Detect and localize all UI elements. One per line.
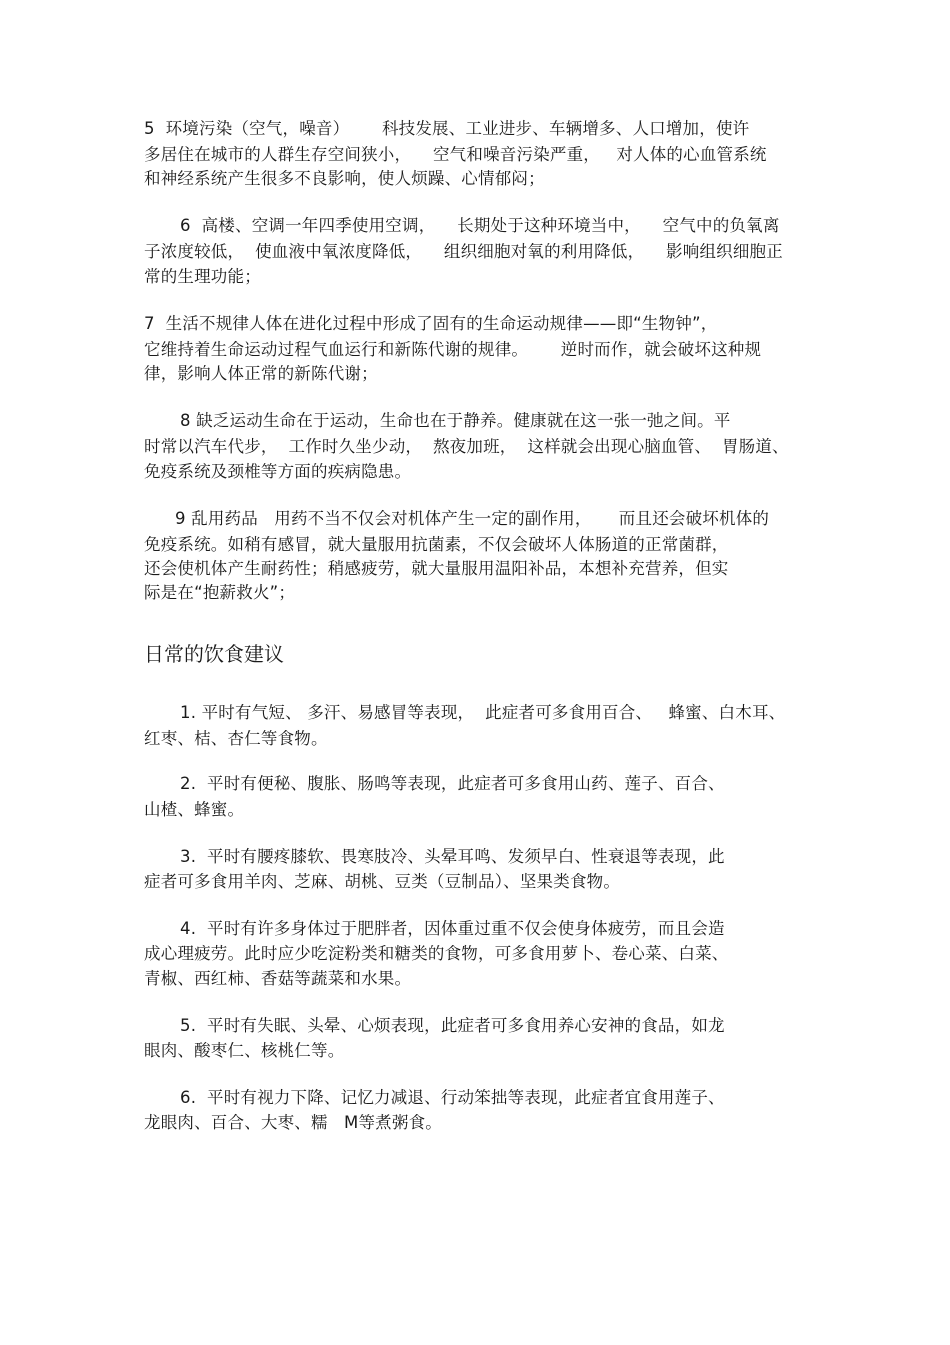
diet-item-2-line-2: 山楂、蜂蜜。: [144, 800, 245, 819]
paragraph-9-line-2: 免疫系统。如稍有感冒，就大量服用抗菌素，不仅会破坏人体肠道的正常菌群，: [144, 535, 729, 554]
diet-item-6-line-2: 龙眼肉、百合、大枣、糯 M等煮粥食。: [144, 1113, 442, 1132]
diet-item-3-line-2: 症者可多食用羊肉、芝麻、胡桃、豆类（豆制品）、坚果类食物。: [144, 872, 621, 891]
paragraph-6-line-1: 6 高楼、空调一年四季使用空调， 长期处于这种环境当中， 空气中的负氧离: [180, 216, 780, 235]
diet-item-5-line-2: 眼肉、酸枣仁、核桃仁等。: [144, 1041, 345, 1060]
diet-item-4-line-1: 4. 平时有许多身体过于肥胖者，因体重过重不仅会使身体疲劳，而且会造: [180, 919, 725, 938]
diet-item-5-line-1: 5. 平时有失眠、头晕、心烦表现，此症者可多食用养心安神的食品，如龙: [180, 1016, 725, 1035]
paragraph-6-line-3: 常的生理功能；: [144, 267, 261, 286]
paragraph-5-line-1: 5 环境污染（空气，噪音） 科技发展、工业进步、车辆增多、人口增加，使许: [144, 119, 750, 138]
diet-item-3-line-1: 3. 平时有腰疼膝软、畏寒肢冷、头晕耳鸣、发须早白、性衰退等表现，此: [180, 847, 725, 866]
diet-item-1-line-1: 1. 平时有气短、 多汗、易感冒等表现， 此症者可多食用百合、 蜂蜜、白木耳、: [180, 703, 786, 722]
paragraph-8-line-1: 8 缺乏运动生命在于运动，生命也在于静养。健康就在这一张一弛之间。平: [180, 411, 731, 430]
diet-item-6-line-1: 6. 平时有视力下降、记忆力减退、行动笨拙等表现，此症者宜食用莲子、: [180, 1088, 725, 1107]
diet-item-4-line-3: 青椒、西红柿、香菇等蔬菜和水果。: [144, 969, 412, 988]
paragraph-6-line-2: 子浓度较低， 使血液中氧浓度降低， 组织细胞对氧的利用降低， 影响组织细胞正: [144, 242, 783, 261]
paragraph-7-line-2: 它维持着生命运动过程气血运行和新陈代谢的规律。 逆时而作，就会破坏这种规: [144, 340, 762, 359]
paragraph-8-line-2: 时常以汽车代步， 工作时久坐少动， 熬夜加班， 这样就会出现心脑血管、 胃肠道、: [144, 437, 789, 456]
paragraph-5-line-2: 多居住在城市的人群生存空间狭小， 空气和噪音污染严重， 对人体的心血管系统: [144, 145, 767, 164]
paragraph-9-line-1: 9 乱用药品 用药不当不仅会对机体产生一定的副作用， 而且还会破坏机体的: [175, 509, 770, 528]
paragraph-7-line-1: 7 生活不规律人体在进化过程中形成了固有的生命运动规律——即“生物钟”，: [144, 314, 718, 333]
paragraph-8-line-3: 免疫系统及颈椎等方面的疾病隐患。: [144, 462, 412, 481]
paragraph-9-line-4: 际是在“抱薪救火”；: [144, 583, 296, 602]
diet-item-1-line-2: 红枣、桔、杏仁等食物。: [144, 729, 328, 748]
section-heading: 日常的饮食建议: [144, 642, 284, 666]
paragraph-9-line-3: 还会使机体产生耐药性；稍感疲劳，就大量服用温阳补品，本想补充营养，但实: [144, 559, 729, 578]
diet-item-2-line-1: 2. 平时有便秘、腹胀、肠鸣等表现，此症者可多食用山药、莲子、百合、: [180, 774, 725, 793]
paragraph-5-line-3: 和神经系统产生很多不良影响，使人烦躁、心情郁闷；: [144, 169, 545, 188]
diet-item-4-line-2: 成心理疲劳。此时应少吃淀粉类和糖类的食物，可多食用萝卜、卷心菜、白菜、: [144, 944, 729, 963]
paragraph-7-line-3: 律，影响人体正常的新陈代谢；: [144, 364, 378, 383]
